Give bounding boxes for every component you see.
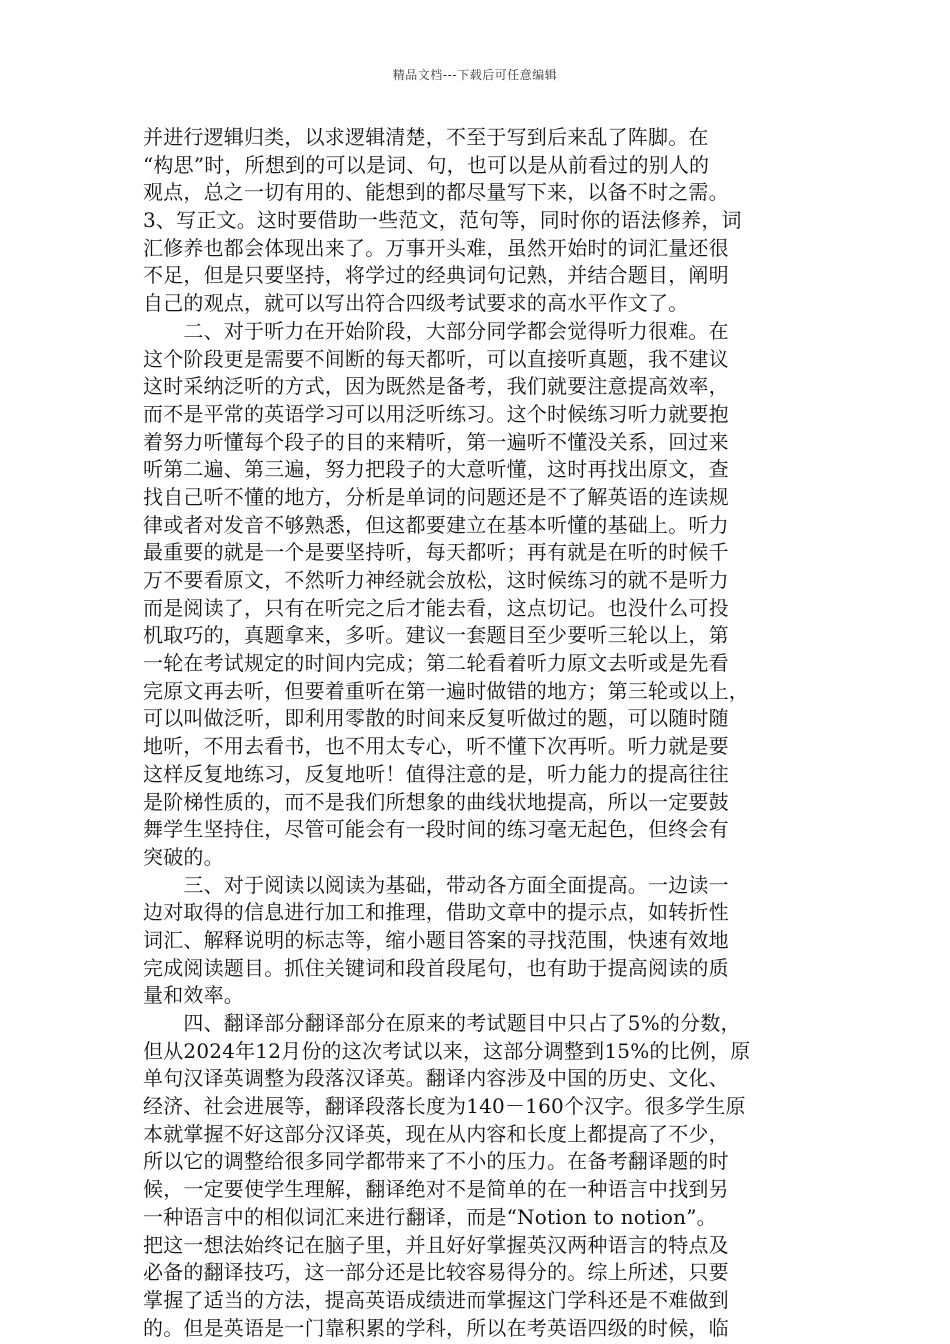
text-line: 听第二遍、第三遍，努力把段子的大意听懂，这时再找出原文，查 (143, 457, 729, 482)
text-line: 四、翻译部分翻译部分在原来的考试题目中只占了5%的分数， (143, 1011, 741, 1035)
text-line: 着努力听懂每个段子的目的来精听，第一遍听不懂没关系，回过来 (143, 429, 729, 454)
text-line: 三、对于阅读以阅读为基础，带动各方面全面提高。一边读一 (143, 872, 729, 897)
text-line: 所以它的调整给很多同学都带来了不小的压力。在备考翻译题的时 (143, 1149, 729, 1174)
text-line: 不足，但是只要坚持，将学过的经典词句记熟，并结合题目，阐明 (143, 263, 729, 288)
document-body (143, 124, 809, 1342)
text-line: 而不是平常的英语学习可以用泛听练习。这个时候练习听力就要抱 (143, 401, 729, 426)
text-line: 词汇、解释说明的标志等，缩小题目答案的寻找范围，快速有效地 (143, 927, 729, 952)
text-line: 找自己听不懂的地方，分析是单词的问题还是不了解英语的连读规 (143, 484, 729, 509)
text-line: 这样反复地练习，反复地听！值得注意的是，听力能力的提高往往 (143, 761, 729, 786)
text-line: 单句汉译英调整为段落汉译英。翻译内容涉及中国的历史、文化、 (143, 1066, 729, 1091)
text-line: 汇修养也都会体现出来了。万事开头难，虽然开始时的词汇量还很 (143, 235, 729, 260)
text-line: 但从2024年12月份的这次考试以来，这部分调整到15%的比例，原 (143, 1038, 751, 1063)
text-line: 边对取得的信息进行加工和推理，借助文章中的提示点，如转折性 (143, 900, 729, 925)
text-line: 必备的翻译技巧，这一部分还是比较容易得分的。综上所述，只要 (143, 1260, 729, 1285)
text-line: 经济、社会进展等，翻译段落长度为140－160个汉字。很多学生原 (143, 1094, 746, 1119)
text-line: 本就掌握不好这部分汉译英，现在从内容和长度上都提高了不少， (143, 1121, 729, 1146)
text-line: 完原文再去听，但要着重听在第一遍时做错的地方；第三轮或以上， (143, 678, 749, 703)
text-line: 机取巧的，真题拿来，多听。建议一套题目至少要听三轮以上，第 (143, 623, 729, 648)
text-line: 完成阅读题目。抓住关键词和段首段尾句，也有助于提高阅读的质 (143, 955, 729, 980)
text-line: 这时采纳泛听的方式，因为既然是备考，我们就要注意提高效率， (143, 374, 729, 399)
text-line: 律或者对发音不够熟悉，但这都要建立在基本听懂的基础上。听力 (143, 512, 729, 537)
text-line: 一种语言中的相似词汇来进行翻译，而是“Notion to notion”。 (143, 1204, 717, 1229)
text-line: 是阶梯性质的，而不是我们所想象的曲线状地提高，所以一定要鼓 (143, 789, 729, 814)
text-line: 自己的观点，就可以写出符合四级考试要求的高水平作文了。 (143, 291, 689, 316)
text-line: 掌握了适当的方法，提高英语成绩进而掌握这门学科还是不难做到 (143, 1287, 729, 1312)
text-line: 一轮在考试规定的时间内完成；第二轮看着听力原文去听或是先看 (143, 651, 729, 676)
text-line: 最重要的就是一个是要坚持听，每天都听；再有就是在听的时候千 (143, 540, 729, 565)
text-line: 二、对于听力在开始阶段，大部分同学都会觉得听力很难。在 (143, 318, 729, 343)
text-line: 地听，不用去看书，也不用太专心，听不懂下次再听。听力就是要 (143, 734, 729, 759)
text-line: 突破的。 (143, 844, 224, 869)
text-line: 3、写正文。这时要借助一些范文，范句等，同时你的语法修养，词 (143, 208, 742, 233)
text-line: 这个阶段更是需要不间断的每天都听，可以直接听真题，我不建议 (143, 346, 729, 371)
text-line: 舞学生坚持住，尽管可能会有一段时间的练习毫无起色，但终会有 (143, 817, 729, 842)
text-line: 的。但是英语是一门靠积累的学科，所以在考英语四级的时候，临 (143, 1315, 729, 1340)
text-line: 并进行逻辑归类，以求逻辑清楚，不至于写到后来乱了阵脚。在 (143, 125, 709, 149)
text-line: 候，一定要使学生理解，翻译绝对不是简单的在一种语言中找到另 (143, 1177, 729, 1202)
text-line: 可以叫做泛听，即利用零散的时间来反复听做过的题，可以随时随 (143, 706, 729, 731)
text-line: 量和效率。 (143, 983, 244, 1008)
text-line: 万不要看原文，不然听力神经就会放松，这时候练习的就不是听力 (143, 568, 729, 592)
text-line: 观点，总之一切有用的、能想到的都尽量写下来，以备不时之需。 (143, 180, 729, 205)
text-line: “构思”时，所想到的可以是词、句，也可以是从前看过的别人的 (143, 152, 710, 177)
text-line: 而是阅读了，只有在听完之后才能去看，这点切记。也没什么可投 (143, 595, 729, 620)
text-line: 把这一想法始终记在脑子里，并且好好掌握英汉两种语言的特点及 (143, 1232, 729, 1257)
page-header: 精品文档---下载后可任意编辑 (392, 68, 558, 82)
